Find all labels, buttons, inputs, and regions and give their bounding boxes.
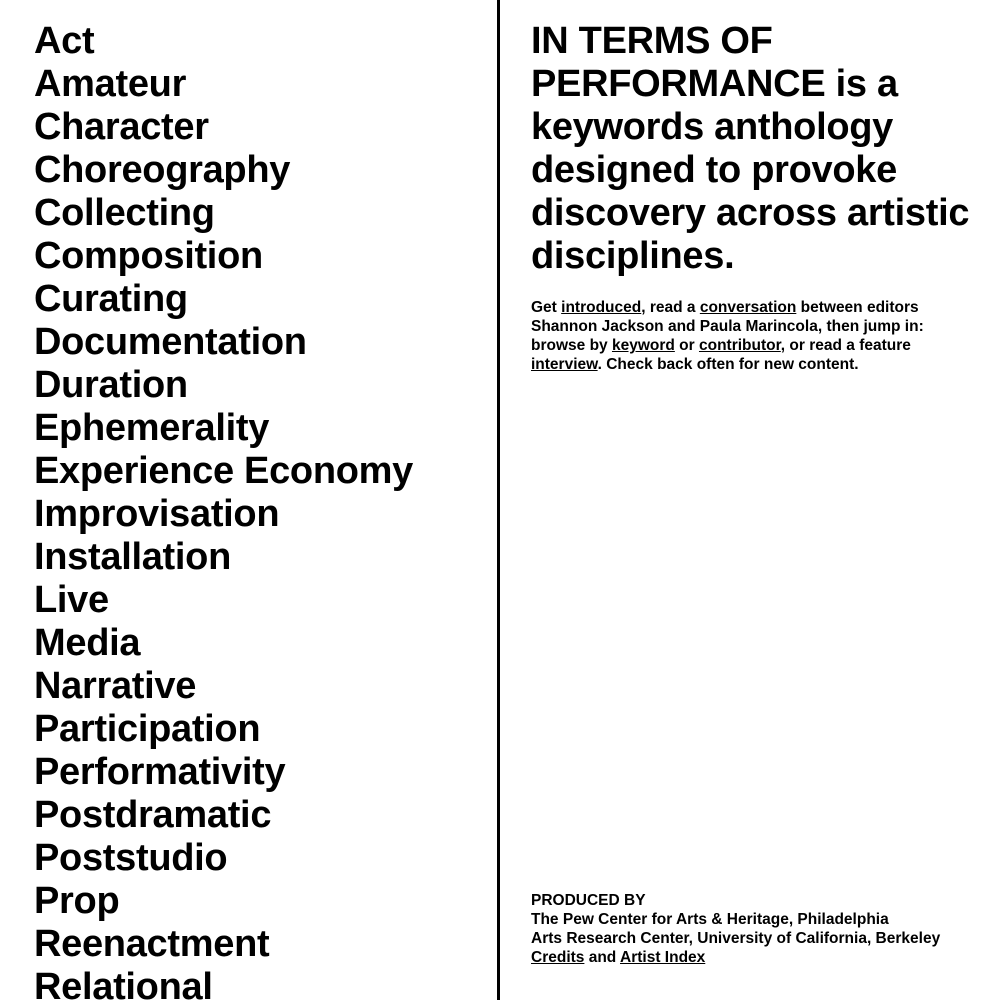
- keyword-item: [34, 794, 494, 837]
- about-column: [531, 20, 991, 374]
- keyword-link[interactable]: keyword: [611, 337, 675, 354]
- keyword-item: [34, 321, 494, 364]
- keyword-item: [34, 751, 494, 794]
- keyword-link-character[interactable]: Character: [34, 106, 209, 148]
- conversation-link[interactable]: conversation: [699, 299, 797, 316]
- keyword-link-amateur[interactable]: Amateur: [34, 63, 187, 105]
- intro-text: , read a: [641, 299, 700, 316]
- keyword-link-documentation[interactable]: Documentation: [34, 321, 307, 363]
- keyword-item: [34, 579, 494, 622]
- keyword-link-composition[interactable]: Composition: [34, 235, 263, 277]
- interview-link[interactable]: interview: [531, 356, 598, 373]
- contributor-link[interactable]: contributor: [698, 337, 781, 354]
- keyword-item: [34, 364, 494, 407]
- headline-rest: is a keywords anthology designed to provoke discovery across artistic disciplines.: [531, 63, 970, 277]
- intro-text: . Check back often for new content.: [597, 356, 859, 373]
- keyword-link-installation[interactable]: Installation: [34, 536, 231, 578]
- credits-link[interactable]: Credits: [531, 949, 585, 966]
- keyword-link-narrative[interactable]: Narrative: [34, 665, 197, 707]
- intro-paragraph: [531, 298, 971, 374]
- keyword-item: [34, 708, 494, 751]
- keyword-item: [34, 149, 494, 192]
- keyword-link-participation[interactable]: Participation: [34, 708, 261, 750]
- intro-text: Get: [531, 299, 562, 316]
- intro-text: or: [674, 337, 699, 354]
- keyword-item: [34, 622, 494, 665]
- keyword-link-choreography[interactable]: Choreography: [34, 149, 291, 191]
- keyword-item: [34, 966, 494, 1000]
- keyword-link-media[interactable]: Media: [34, 622, 141, 664]
- keyword-item: [34, 880, 494, 923]
- keyword-link-reenactment[interactable]: Reenactment: [34, 923, 270, 965]
- keyword-link-poststudio[interactable]: Poststudio: [34, 837, 228, 879]
- keyword-item: [34, 407, 494, 450]
- keyword-list: [34, 20, 494, 1000]
- keyword-link-ephemerality[interactable]: Ephemerality: [34, 407, 270, 449]
- producer-arts-research-center: Arts Research Center, University of California, Berkeley: [531, 930, 941, 947]
- keyword-item: [34, 20, 494, 63]
- headline: [531, 20, 991, 278]
- keyword-item: [34, 450, 494, 493]
- keyword-item: [34, 106, 494, 149]
- keyword-link-experience-economy[interactable]: Experience Economy: [34, 450, 413, 492]
- footer-and-text: and: [584, 949, 621, 966]
- keyword-link-act[interactable]: Act: [34, 20, 95, 62]
- keyword-link-relational[interactable]: Relational: [34, 966, 213, 1000]
- keyword-item: [34, 235, 494, 278]
- keyword-link-prop[interactable]: Prop: [34, 880, 120, 922]
- keyword-link-curating[interactable]: Curating: [34, 278, 188, 320]
- keyword-link-live[interactable]: Live: [34, 579, 109, 621]
- headline-title: IN TERMS OF PERFORMANCE: [531, 20, 826, 105]
- keyword-link-duration[interactable]: Duration: [34, 364, 188, 406]
- keyword-item: [34, 837, 494, 880]
- keyword-link-postdramatic[interactable]: Postdramatic: [34, 794, 272, 836]
- keyword-link-improvisation[interactable]: Improvisation: [34, 493, 280, 535]
- keyword-column: [34, 20, 494, 1000]
- keyword-item: [34, 493, 494, 536]
- keyword-item: [34, 63, 494, 106]
- footer-links: [531, 948, 996, 967]
- footer: [531, 891, 996, 967]
- intro-text: between editors Shannon Jackson and Paula Marincola, then jump in: browse by: [531, 299, 924, 354]
- column-divider: [497, 0, 500, 1000]
- intro-text: , or read a feature: [780, 337, 911, 354]
- produced-by-label: PRODUCED BY: [531, 892, 646, 909]
- keyword-item: [34, 278, 494, 321]
- artist-index-link[interactable]: Artist Index: [620, 949, 706, 966]
- keyword-item: [34, 192, 494, 235]
- introduced-link[interactable]: introduced: [561, 299, 642, 316]
- keyword-link-performativity[interactable]: Performativity: [34, 751, 286, 793]
- producer-pew-center: The Pew Center for Arts & Heritage, Philadelphia: [531, 911, 889, 928]
- keyword-item: [34, 665, 494, 708]
- keyword-item: [34, 923, 494, 966]
- keyword-link-collecting[interactable]: Collecting: [34, 192, 215, 234]
- keyword-item: [34, 536, 494, 579]
